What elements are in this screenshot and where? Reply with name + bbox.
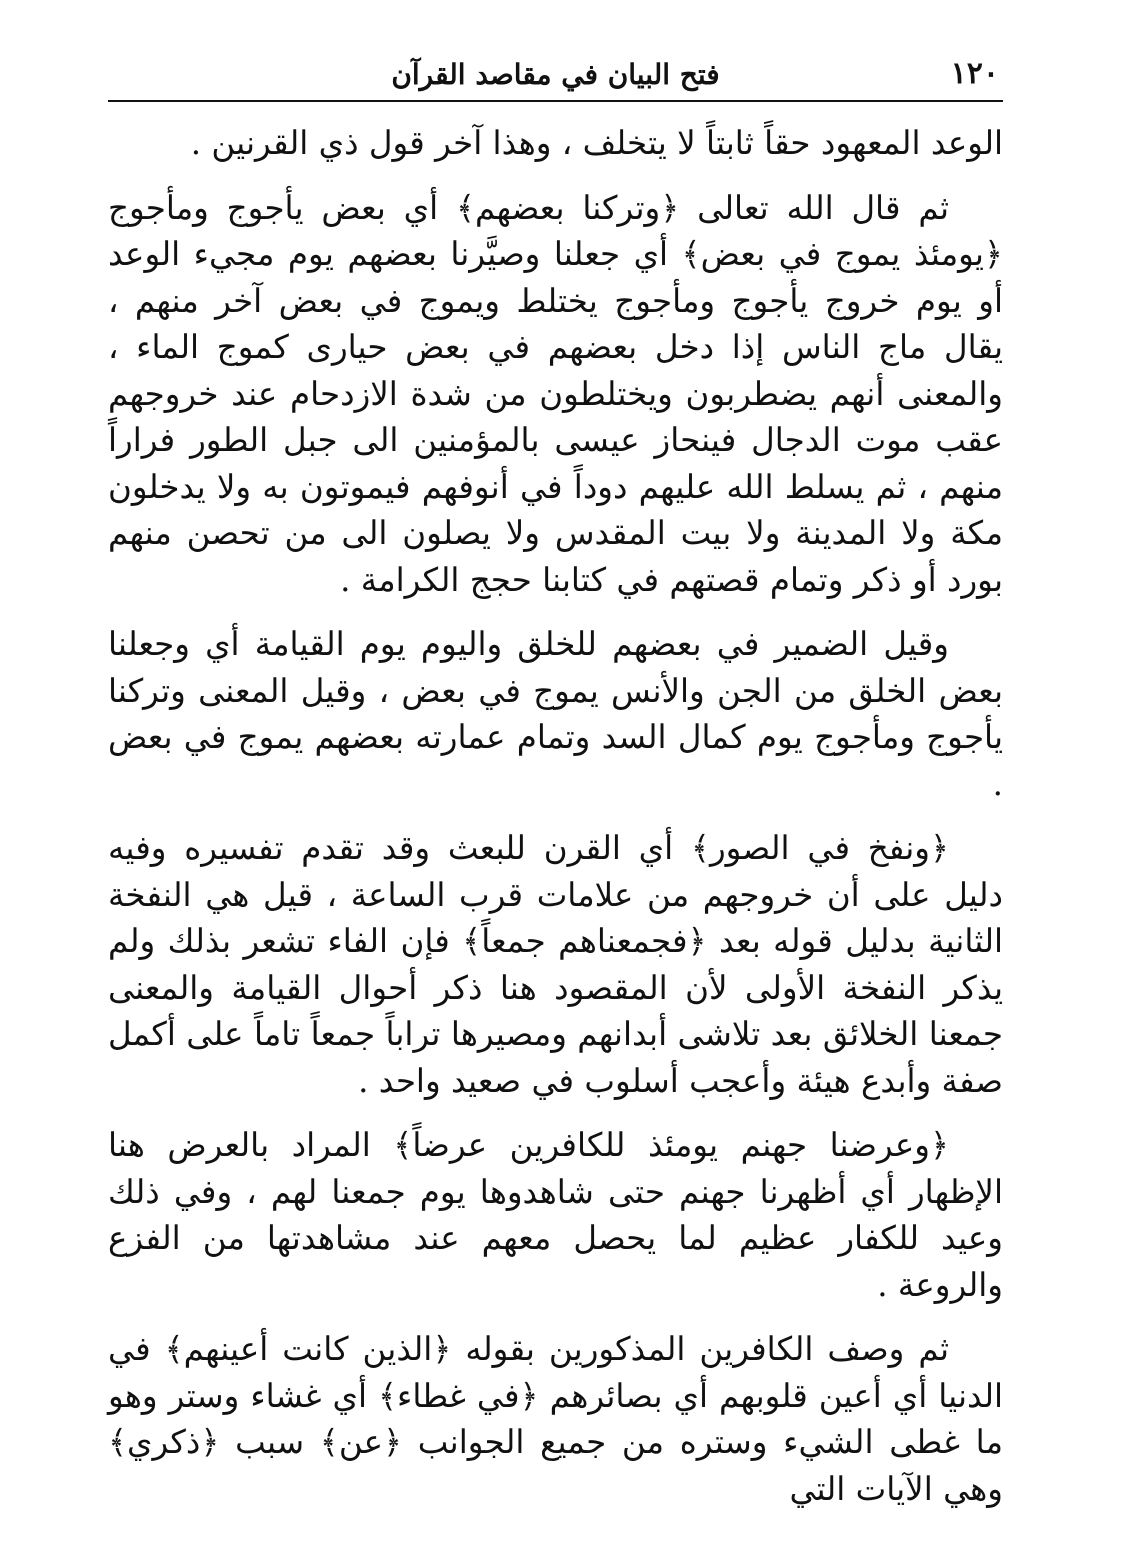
body-text (108, 120, 1003, 1512)
paragraph-5: ﴿وعرضنا جهنم يومئذ للكافرين عرضاً﴾ المراد بالعرض هنا الإظهار أي أظهرنا جهنم حتى شاهدوها يوم جمعنا لهم ، وفي ذلك وعيد للكفار عظيم لما يحصل معهم عند مشاهدتها من الفزع والروعة . (108, 1126, 1003, 1304)
book-title: فتح البيان في مقاصد القرآن (391, 58, 720, 91)
paragraph-4: ﴿ونفخ في الصور﴾ أي القرن للبعث وقد تقدم تفسيره وفيه دليل على أن خروجهم من علامات قرب الساعة ، قيل هي النفخة الثانية بدليل قوله بعد ﴿فجمعناهم جمعاً﴾ فإن الفاء تشعر بذلك ولم يذكر النفخة الأولى لأن المقصود هنا ذكر أحوال القيامة والمعنى جمعنا الخلائق بعد تلاشى أبدانهم ومصيرها تراباً جمعاً تاماً على أكمل صفة وأبدع هيئة وأعجب أسلوب في صعيد واحد . (108, 829, 1003, 1100)
book-page (108, 52, 1003, 1532)
paragraph-1: الوعد المعهود حقاً ثابتاً لا يتخلف ، وهذا آخر قول ذي القرنين . (190, 124, 1003, 162)
paragraph-6: ثم وصف الكافرين المذكورين بقوله ﴿الذين كانت أعينهم﴾ في الدنيا أي أعين قلوبهم أي بصائرهم ﴿في غطاء﴾ أي غشاء وستر وهو ما غطى الشيء وستره من جميع الجوانب ﴿عن﴾ سبب ﴿ذكري﴾ وهي الآيات التي (108, 1330, 1003, 1508)
paragraph-2: ثم قال الله تعالى ﴿وتركنا بعضهم﴾ أي بعض يأجوج ومأجوج ﴿يومئذ يموج في بعض﴾ أي جعلنا وصيَّرنا بعضهم يوم مجيء الوعد أو يوم خروج يأجوج ومأجوج يختلط ويموج في بعض آخر منهم ، يقال ماج الناس إذا دخل بعضهم في بعض حيارى كموج الماء ، والمعنى أنهم يضطربون ويختلطون من شدة الازدحام عند خروجهم عقب موت الدجال فينحاز عيسى بالمؤمنين الى جبل الطور فراراً منهم ، ثم يسلط الله عليهم دوداً في أنوفهم فيموتون به ولا يدخلون مكة ولا المدينة ولا بيت المقدس ولا يصلون الى من تحصن منهم بورد أو ذكر وتمام قصتهم في كتابنا حجج الكرامة . (108, 188, 1003, 599)
paragraph-3: وقيل الضمير في بعضهم للخلق واليوم يوم القيامة أي وجعلنا بعض الخلق من الجن والأنس يموج في بعض ، وقيل المعنى وتركنا يأجوج ومأجوج يوم كمال السد وتمام عمارته بعضهم يموج في بعض . (108, 625, 1003, 803)
running-header (108, 52, 1003, 102)
page-number: ١٢٠ (950, 56, 999, 91)
